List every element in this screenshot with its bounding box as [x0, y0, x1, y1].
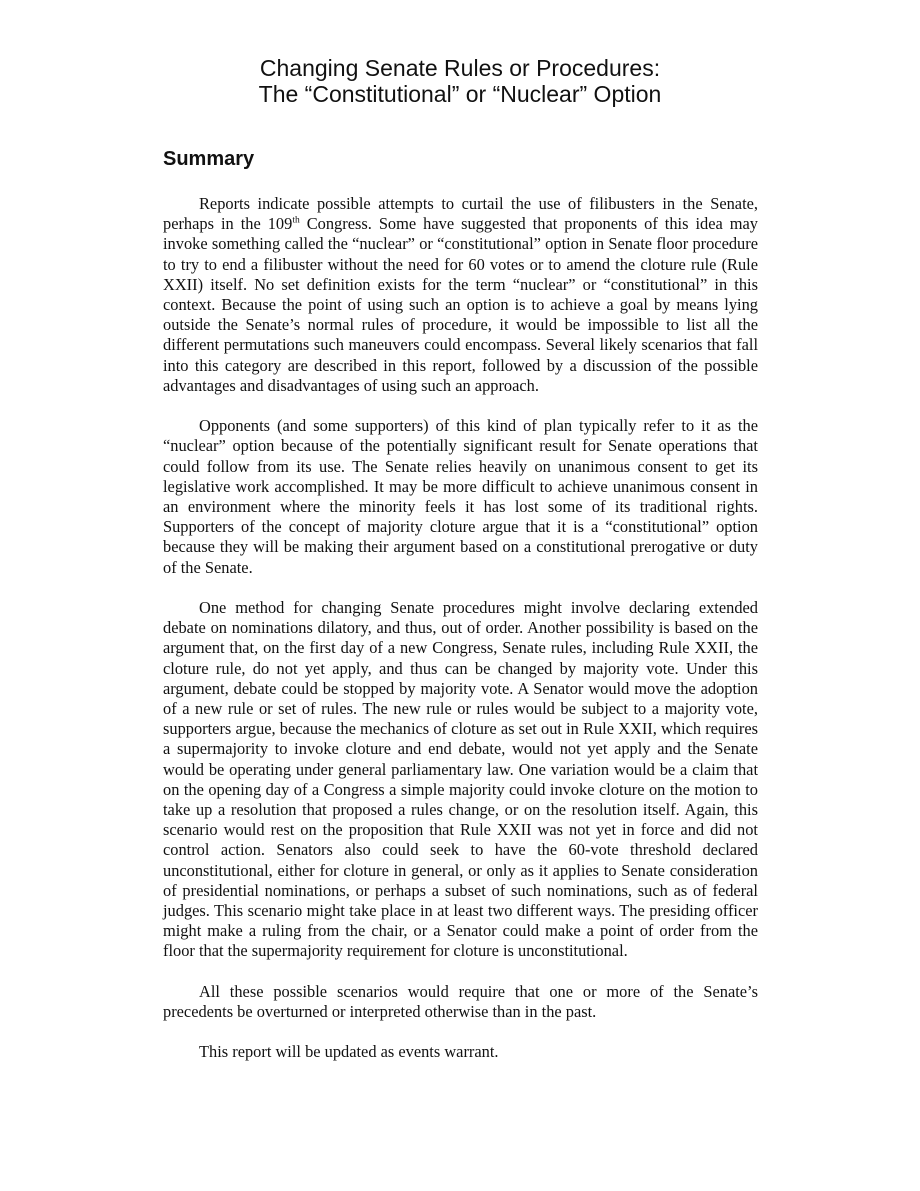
paragraph-5: This report will be updated as events warrant. — [199, 1042, 499, 1062]
paragraph-1-text-b: Congress. Some have suggested that proponents of this idea may invoke something called the “nuclear” or “constitutional” option in Senate floor procedure to try to end a filibuster without the need for 60 votes or to amend the cloture rule (Rule XXII) itself. No set definition exists for the term “nuclear” or “constitutional” in this context. Because the point of using such an option is to achieve a goal by means lying outside the Senate’s normal rules of procedure, it would be impossible to list all the different permutations such maneuvers could encompass. Several likely scenarios that fall into this category are described in this report, followed by a discussion of the possible advantages and disadvantages of using such an approach. — [163, 214, 758, 395]
paragraph-1 — [163, 194, 758, 396]
document-title — [160, 55, 760, 107]
title-line-2: The “Constitutional” or “Nuclear” Option — [258, 81, 662, 107]
title-line-1: Changing Senate Rules or Procedures: — [259, 55, 661, 81]
summary-heading: Summary — [163, 148, 255, 170]
summary-body — [163, 194, 758, 1083]
paragraph-2: Opponents (and some supporters) of this kind of plan typically refer to it as the “nuclear” option because of the potentially significant result for Senate operations that could follow from its use. The Senate relies heavily on unanimous consent to get its legislative work accomplished. It may be more difficult to achieve unanimous consent in an environment where the minority feels it has lost some of its traditional rights. Supporters of the concept of majority cloture argue that it is a “constitutional” option because they will be making their argument based on a constitutional prerogative or duty of the Senate. — [163, 416, 758, 577]
paragraph-3: One method for changing Senate procedures might involve declaring extended debate on nominations dilatory, and thus, out of order. Another possibility is based on the argument that, on the first day of a new Congress, Senate rules, including Rule XXII, the cloture rule, do not yet apply, and thus can be changed by majority vote. Under this argument, debate could be stopped by majority vote. A Senator would move the adoption of a new rule or set of rules. The new rule or rules would be subject to a majority vote, supporters argue, because the mechanics of cloture as set out in Rule XXII, which requires a supermajority to invoke cloture and end debate, would not yet apply and the Senate would be operating under general parliamentary law. One variation would be a claim that on the opening day of a Congress a simple majority could invoke cloture on the motion to take up a resolution that proposed a rules change, or on the resolution itself. Again, this scenario would rest on the proposition that Rule XXII was not yet in force and did not control action. Senators also could seek to have the 60-vote threshold declared unconstitutional, either for cloture in general, or only as it applies to Senate consideration of presidential nominations, or perhaps a subset of such nominations, such as of federal judges. This scenario might take place in at least two different ways. The presiding officer might make a ruling from the chair, or a Senator could make a point of order from the floor that the supermajority requirement for cloture is unconstitutional. — [163, 598, 758, 961]
paragraph-1-text-a: Reports indicate possible attempts to curtail the use of filibusters in the Senate, perhaps in the 109 — [163, 194, 758, 234]
ordinal-suffix: th — [292, 215, 300, 226]
paragraph-4: All these possible scenarios would require that one or more of the Senate’s precedents be overturned or interpreted otherwise than in the past. — [163, 981, 758, 1022]
